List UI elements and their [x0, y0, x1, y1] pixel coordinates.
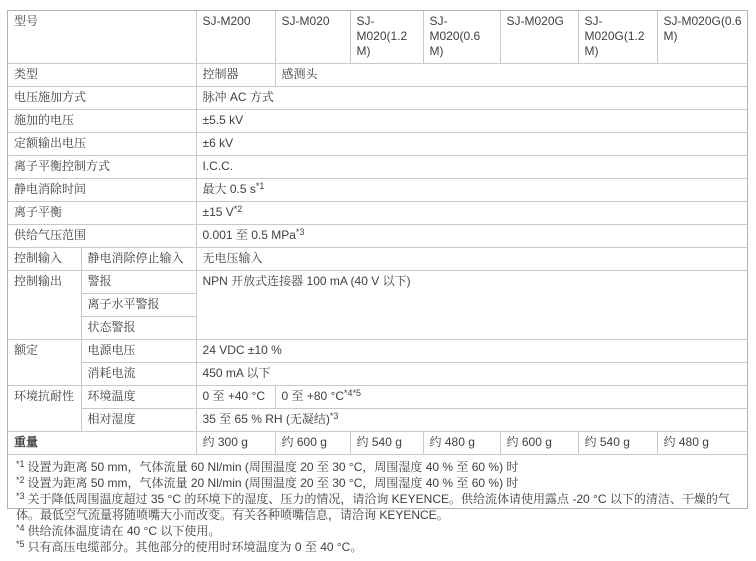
- sub-label-current-consumption: 消耗电流: [81, 363, 196, 386]
- model-name-cell: SJ-M020G: [500, 11, 578, 64]
- row-label-model: 型号: [8, 11, 196, 64]
- model-name-cell: SJ-M020(1.2 M): [350, 11, 423, 64]
- power-voltage-value-cell: 24 VDC ±10 %: [196, 340, 747, 363]
- air-pressure-row: [8, 225, 747, 248]
- sub-label-status-alarm: 状态警报: [81, 317, 196, 340]
- row-label-applied-voltage: 施加的电压: [8, 110, 196, 133]
- footnote: [16, 491, 739, 523]
- row-label-weight: 重量: [8, 432, 196, 455]
- model-name-cell: SJ-M020G(1.2 M): [578, 11, 657, 64]
- discharge-time-value: 最大 0.5 s: [202, 182, 256, 196]
- control-input-row: [8, 248, 747, 271]
- row-label-ion-balance: 离子平衡: [8, 202, 196, 225]
- model-name-cell: SJ-M200: [196, 11, 275, 64]
- weight-cell: 约 480 g: [423, 432, 500, 455]
- ion-balance-control-row: [8, 156, 747, 179]
- footnote: [16, 475, 739, 491]
- model-header-row: [8, 11, 747, 64]
- weight-cell: 约 480 g: [657, 432, 747, 455]
- spec-container: [7, 10, 748, 554]
- footnote-ref-4-5: *4*5: [344, 388, 362, 398]
- current-consumption-value-cell: 450 mA 以下: [196, 363, 747, 386]
- sub-label-power-voltage: 电源电压: [81, 340, 196, 363]
- weight-cell: 约 600 g: [275, 432, 350, 455]
- environment-humidity-row: [8, 409, 747, 432]
- weight-cell: 约 600 g: [500, 432, 578, 455]
- row-label-rated-output-voltage: 定额输出电压: [8, 133, 196, 156]
- discharge-time-value-cell: [196, 179, 747, 202]
- applied-voltage-value-cell: ±5.5 kV: [196, 110, 747, 133]
- row-label-discharge-time: 静电消除时间: [8, 179, 196, 202]
- sub-label-discharge-stop-input: 静电消除停止输入: [81, 248, 196, 271]
- weight-row: [8, 432, 747, 455]
- row-label-control-output: 控制输出: [8, 271, 81, 340]
- row-label-air-pressure: 供给气压范围: [8, 225, 196, 248]
- footnote-marker: *1: [16, 459, 25, 469]
- row-label-type: 类型: [8, 64, 196, 87]
- model-name-cell: SJ-M020(0.6 M): [423, 11, 500, 64]
- temperature-head-cell: [275, 386, 747, 409]
- row-label-voltage-method: 电压施加方式: [8, 87, 196, 110]
- row-label-environment: 环境抗耐性: [8, 386, 81, 432]
- footnote-marker: *2: [16, 475, 25, 485]
- applied-voltage-row: [8, 110, 747, 133]
- footnote-marker: *5: [16, 539, 25, 549]
- humidity-value: 35 至 65 % RH (无凝结): [202, 412, 330, 426]
- footnote-ref-2: *2: [233, 204, 243, 214]
- row-label-control-input: 控制输入: [8, 248, 81, 271]
- voltage-method-row: [8, 87, 747, 110]
- footnote: [16, 523, 739, 539]
- footnotes-section: [8, 454, 747, 561]
- ion-balance-value-cell: [196, 202, 747, 225]
- footnote-marker: *4: [16, 523, 25, 533]
- control-output-row: [8, 271, 747, 294]
- control-output-value-cell: NPN 开放式连接器 100 mA (40 V 以下): [196, 271, 747, 340]
- footnote-text: 供给流体温度请在 40 °C 以下使用。: [27, 524, 221, 538]
- environment-temperature-row: [8, 386, 747, 409]
- weight-cell: 约 300 g: [196, 432, 275, 455]
- footnote: [16, 539, 739, 555]
- footnote-text: 只有高压电缆部分。其他部分的使用时环境温度为 0 至 40 °C。: [27, 540, 363, 554]
- weight-cell: 约 540 g: [578, 432, 657, 455]
- type-row: [8, 64, 747, 87]
- rating-power-row: [8, 340, 747, 363]
- footnote-marker: *3: [16, 491, 25, 501]
- footnote: [16, 459, 739, 475]
- rated-output-voltage-value-cell: ±6 kV: [196, 133, 747, 156]
- ion-balance-row: [8, 202, 747, 225]
- model-name-cell: SJ-M020: [275, 11, 350, 64]
- footnote-text: 设置为距离 50 mm，气体流量 20 Nl/min (周围温度 20 至 30 °C，周围湿度 40 % 至 60 %) 时: [27, 476, 519, 490]
- sub-label-relative-humidity: 相对湿度: [81, 409, 196, 432]
- ion-balance-control-value-cell: I.C.C.: [196, 156, 747, 179]
- control-input-value-cell: 无电压输入: [196, 248, 747, 271]
- footnote-text: 关于降低周围温度超过 35 °C 的环境下的湿度、压力的情况，请洽询 KEYENCE。供给流体请使用露点 -20 °C 以下的清洁、干燥的气体。最低空气流量将随喷嘴大小而改变。有关各种喷嘴信息，请洽询 KEYENCE。: [16, 492, 730, 522]
- rated-output-voltage-row: [8, 133, 747, 156]
- temperature-head-value: 0 至 +80 °C: [281, 389, 345, 403]
- temperature-controller-cell: 0 至 +40 °C: [196, 386, 275, 409]
- spec-table: [8, 11, 747, 454]
- voltage-method-value-cell: 脉冲 AC 方式: [196, 87, 747, 110]
- model-name-cell: SJ-M020G(0.6 M): [657, 11, 747, 64]
- sub-label-ambient-temperature: 环境温度: [81, 386, 196, 409]
- discharge-time-row: [8, 179, 747, 202]
- footnote-ref-1: *1: [255, 181, 265, 191]
- sub-label-alarm: 警报: [81, 271, 196, 294]
- rating-current-row: [8, 363, 747, 386]
- row-label-rating: 额定: [8, 340, 81, 386]
- row-label-ion-balance-control: 离子平衡控制方式: [8, 156, 196, 179]
- weight-cell: 约 540 g: [350, 432, 423, 455]
- footnote-ref-3: *3: [295, 227, 305, 237]
- footnote-text: 设置为距离 50 mm，气体流量 60 Nl/min (周围温度 20 至 30 °C，周围湿度 40 % 至 60 %) 时: [27, 460, 519, 474]
- ion-balance-value: ±15 V: [202, 205, 234, 219]
- footnote-ref-3b: *3: [329, 411, 339, 421]
- humidity-value-cell: [196, 409, 747, 432]
- air-pressure-value: 0.001 至 0.5 MPa: [202, 228, 296, 242]
- air-pressure-value-cell: [196, 225, 747, 248]
- sub-label-ion-level-alarm: 离子水平警报: [81, 294, 196, 317]
- type-controller-cell: 控制器: [196, 64, 275, 87]
- type-sensor-head-cell: 感测头: [275, 64, 747, 87]
